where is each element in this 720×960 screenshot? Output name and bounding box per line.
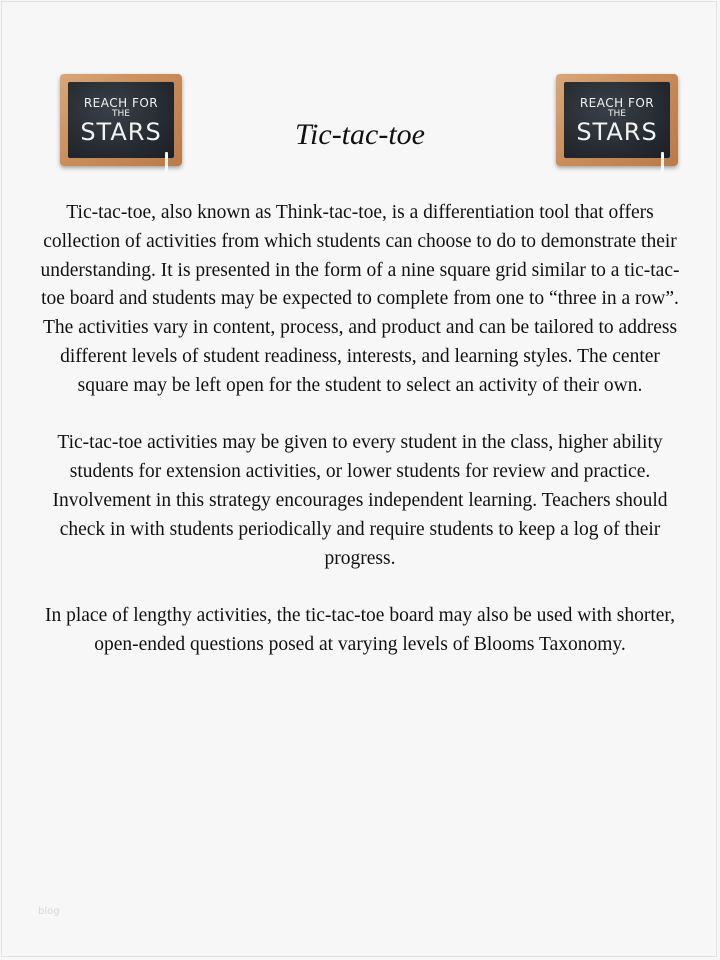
paragraph-alternative: In place of lengthy activities, the tic-tac-toe board may also be used with shorter, open-ended questions posed at varying levels of Blooms Taxonomy.	[44, 605, 676, 655]
watermark: blog	[38, 906, 60, 917]
chalk-stick-icon	[165, 152, 168, 172]
chalkboard-text-line2: THE	[112, 108, 130, 119]
page-title: Tic-tac-toe	[295, 118, 425, 151]
chalkboard-text-line1: REACH FOR	[579, 95, 655, 110]
paragraph-intro: Tic-tac-toe, also known as Think-tac-toe, is a differentiation tool that offers collection of activities from which students can choose to do to demonstrate their understanding. It is presented in the form of a nine square grid similar to a tic-tac-toe board and students may be expected to complete from one to “three in a row”. The activities vary in content, process, and product and can be tailored to address different levels of student readiness, interests, and learning styles. The center square may be left open for the student to select an activity of their own.	[40, 202, 680, 396]
chalk-stick-icon	[661, 152, 664, 172]
chalkboard-text-line2: THE	[608, 108, 626, 119]
chalkboard-text-line1: REACH FOR	[83, 95, 159, 110]
body-text	[40, 199, 680, 689]
chalkboard-text-line3: STARS	[80, 117, 162, 146]
chalkboard-text-line3: STARS	[576, 117, 658, 146]
paragraph-usage: Tic-tac-toe activities may be given to every student in the class, higher ability students for extension activities, or lower students for review and practice. Involvement in this strategy encourages independent learning. Teachers should check in with students periodically and require students to keep a log of their progress.	[52, 432, 668, 569]
